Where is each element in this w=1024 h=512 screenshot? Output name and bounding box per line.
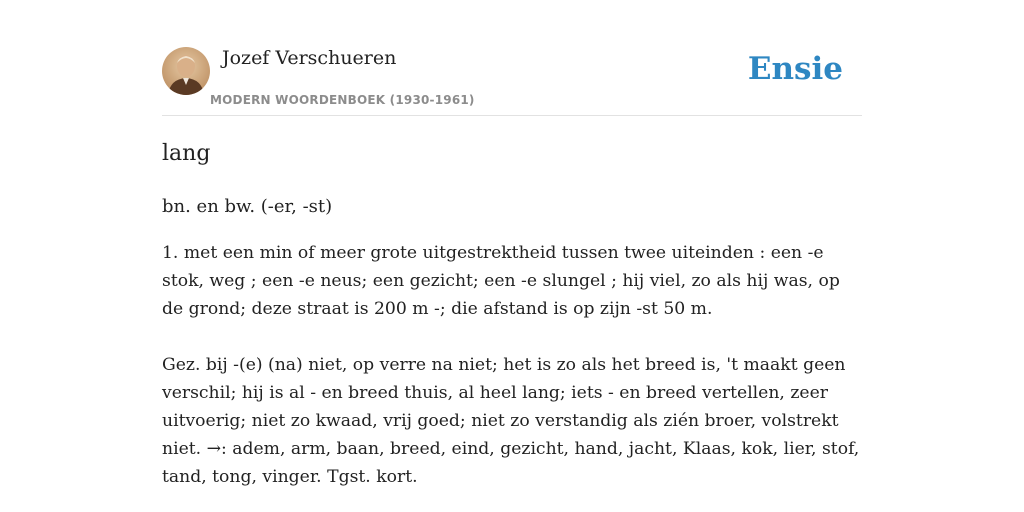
entry-grammar: bn. en bw. (-er, -st) (162, 196, 333, 217)
header-divider (162, 115, 862, 116)
source-label[interactable]: MODERN WOORDENBOEK (1930-1961) (210, 93, 475, 107)
definition-paragraph-2: Gez. bij -(e) (na) niet, op verre na niet; het is zo als het breed is, 't maakt geen verschil; hij is al - en breed thuis, al heel lang; iets - en breed vertellen, zeer uitvoerig; niet zo kwaad, vrij goed; niet zo verstandig als zién broer, volstrekt niet. →: adem, arm, baan, breed, eind, gezicht, hand, jacht, Klaas, kok, lier, stof, tand, tong, vinger. Tgst. kort. (162, 355, 860, 487)
author-avatar[interactable] (162, 47, 210, 95)
author-name[interactable]: Jozef Verschueren (222, 47, 397, 69)
brand-logo[interactable]: Ensie (747, 51, 843, 87)
entry-headword: lang (162, 141, 211, 166)
author-portrait-icon (162, 47, 210, 95)
definition-paragraph-1: 1. met een min of meer grote uitgestrektheid tussen twee uiteinden : een -e stok, weg ; een -e neus; een gezicht; een -e slungel ; hij viel, zo als hij was, op de grond; deze straat is 200 m -; die afstand is op zijn -st 50 m. (162, 243, 840, 319)
entry-definition (162, 239, 862, 491)
